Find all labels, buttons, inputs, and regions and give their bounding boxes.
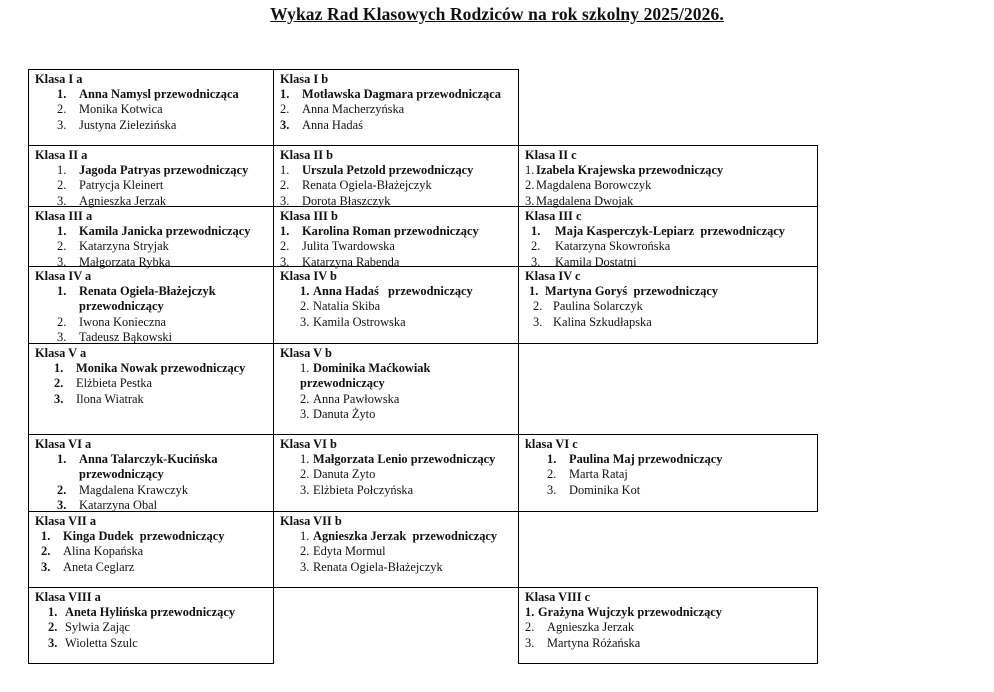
item-number: 1. xyxy=(300,284,310,299)
document-title: Wykaz Rad Klasowych Rodziców na rok szkolny 2025/2026. xyxy=(270,4,724,24)
chairperson-name: Anna Hadaś przewodniczący xyxy=(313,284,473,299)
class-cell-8c xyxy=(518,587,818,664)
item-number: 2. xyxy=(525,620,535,635)
class-cell-6a xyxy=(28,434,274,512)
member-name: Iwona Konieczna xyxy=(79,314,167,329)
member-name: Agnieszka Jerzak xyxy=(79,193,167,208)
member-name: Julita Twardowska xyxy=(302,239,395,254)
member-name: Kalina Szkudłapska xyxy=(553,314,652,329)
empty-cell-8b xyxy=(273,587,519,664)
chairperson-name: Aneta Hylińska przewodniczący xyxy=(65,605,236,620)
item-number: 3. xyxy=(533,314,543,329)
member-name: Katarzyna Rabenda xyxy=(302,254,400,269)
member-name: Elżbieta Połczyńska xyxy=(313,482,414,497)
class-cell-3c xyxy=(518,206,818,267)
item-number: 3. xyxy=(525,635,535,650)
class-heading: Klasa VII b xyxy=(280,514,342,528)
item-number: 3. xyxy=(57,117,67,132)
item-number: 1. xyxy=(280,224,290,239)
item-number: 3. xyxy=(300,314,310,329)
member-name: Monika Kotwica xyxy=(79,102,163,117)
chairperson-name: Monika Nowak przewodniczący xyxy=(76,361,246,376)
item-number: 2. xyxy=(57,314,67,329)
member-name: Sylwia Zając xyxy=(65,620,131,635)
member-name: Alina Kopańska xyxy=(63,544,144,559)
class-heading: Klasa III c xyxy=(525,209,582,223)
class-cell-7b xyxy=(273,511,519,588)
member-name: Edyta Mormul xyxy=(313,544,386,559)
item-number: 2. xyxy=(525,178,535,193)
item-number: 2. xyxy=(300,299,310,314)
member-name: Anna Pawłowska xyxy=(313,391,400,406)
chairperson-name: Anna Talarczyk-Kucińska przewodniczący xyxy=(79,452,218,482)
item-number: 1. xyxy=(280,163,290,178)
chairperson-role: przewodniczący xyxy=(300,376,385,391)
item-number: 1. xyxy=(529,284,539,299)
item-number: 1. xyxy=(41,529,51,544)
member-name: Aneta Ceglarz xyxy=(63,559,135,574)
member-name: Katarzyna Obal xyxy=(79,497,158,512)
chairperson-name: Renata Ogiela-Błażejczyk przewodniczący xyxy=(79,284,216,314)
item-number: 2. xyxy=(300,467,310,482)
member-name: Martyna Różańska xyxy=(547,635,641,650)
item-number: 1. xyxy=(57,224,67,239)
item-number: 1. xyxy=(531,224,541,239)
member-name: Kamila Ostrowska xyxy=(313,314,406,329)
class-cell-3b xyxy=(273,206,519,267)
chairperson-name: Małgorzata Lenio przewodniczący xyxy=(313,452,496,467)
class-heading: Klasa VIII c xyxy=(525,590,591,604)
member-name: Patrycja Kleinert xyxy=(79,178,164,193)
class-heading: Klasa III b xyxy=(280,209,338,223)
chairperson-name: Anna Namysl przewodnicząca xyxy=(79,87,239,102)
item-number: 2. xyxy=(533,299,543,314)
item-number: 1. xyxy=(525,163,535,178)
item-number: 3. xyxy=(300,559,310,574)
item-number: 1. xyxy=(57,452,67,467)
class-cell-5a xyxy=(28,343,274,435)
item-number: 1. xyxy=(547,452,557,467)
chairperson-name: Urszula Petzold przewodniczący xyxy=(302,163,474,178)
class-heading: Klasa V a xyxy=(35,346,87,360)
class-heading: Klasa I a xyxy=(35,72,83,86)
item-number: 1. xyxy=(300,529,310,544)
member-name: Marta Rataj xyxy=(569,467,628,482)
class-heading: Klasa II a xyxy=(35,148,88,162)
member-name: Renata Ogiela-Błażejczyk xyxy=(313,559,443,574)
item-number: 1. xyxy=(280,87,290,102)
class-heading: Klasa V b xyxy=(280,346,332,360)
item-number: 2. xyxy=(280,239,290,254)
item-number: 2. xyxy=(280,178,290,193)
class-cell-7a xyxy=(28,511,274,588)
item-number: 2. xyxy=(57,178,67,193)
item-number: 1. xyxy=(57,284,67,299)
class-heading: Klasa III a xyxy=(35,209,93,223)
chairperson-name: Izabela Krajewska przewodniczący xyxy=(536,163,724,178)
chairperson-name: Dominika Maćkowiak xyxy=(313,361,431,376)
item-number: 3. xyxy=(48,635,58,650)
member-name: Elżbieta Pestka xyxy=(76,376,153,391)
class-heading: Klasa IV a xyxy=(35,269,92,283)
member-name: Kamila Dostatni xyxy=(555,254,637,269)
chairperson-name: Grażyna Wujczyk przewodniczący xyxy=(538,605,723,620)
class-heading: Klasa VIII a xyxy=(35,590,101,604)
member-name: Ilona Wiatrak xyxy=(76,391,144,406)
member-name: Dominika Kot xyxy=(569,482,641,497)
item-number: 3. xyxy=(54,391,64,406)
member-name: Paulina Solarczyk xyxy=(553,299,643,314)
item-number: 2. xyxy=(300,544,310,559)
item-number: 2. xyxy=(57,102,67,117)
item-number: 2. xyxy=(531,239,541,254)
class-heading: klasa VI c xyxy=(525,437,578,451)
class-heading: Klasa II b xyxy=(280,148,334,162)
chairperson-name: Karolina Roman przewodniczący xyxy=(302,224,479,239)
member-name: Tadeusz Bąkowski xyxy=(79,329,173,344)
item-number: 2. xyxy=(547,467,557,482)
item-number: 2. xyxy=(300,391,310,406)
class-cell-6c xyxy=(518,434,818,512)
item-number: 3. xyxy=(57,254,67,269)
item-number: 3. xyxy=(300,482,310,497)
class-cell-3a xyxy=(28,206,274,267)
item-number: 2. xyxy=(48,620,58,635)
class-heading: Klasa IV b xyxy=(280,269,337,283)
item-number: 3. xyxy=(300,406,310,421)
class-heading: Klasa IV c xyxy=(525,269,581,283)
item-number: 2. xyxy=(57,239,67,254)
class-cell-2a xyxy=(28,145,274,207)
class-heading: Klasa II c xyxy=(525,148,577,162)
item-number: 3. xyxy=(280,193,290,208)
class-cell-4b xyxy=(273,266,519,344)
item-number: 3. xyxy=(57,497,67,512)
item-number: 1. xyxy=(300,361,310,376)
item-number: 2. xyxy=(280,102,290,117)
member-name: Agnieszka Jerzak xyxy=(547,620,635,635)
member-name: Katarzyna Skowrońska xyxy=(555,239,671,254)
item-number: 2. xyxy=(57,482,67,497)
chairperson-name: Kinga Dudek przewodniczący xyxy=(63,529,225,544)
item-number: 1. xyxy=(57,87,67,102)
member-name: Wioletta Szulc xyxy=(65,635,138,650)
member-name: Anna Macherzyńska xyxy=(302,102,405,117)
class-heading: Klasa I b xyxy=(280,72,329,86)
member-name: Renata Ogiela-Błażejczyk xyxy=(302,178,432,193)
item-number: 2. xyxy=(41,544,51,559)
class-cell-2b xyxy=(273,145,519,207)
class-cell-4c xyxy=(518,266,818,344)
item-number: 1. xyxy=(57,163,67,178)
member-name: Małgorzata Rybka xyxy=(79,254,171,269)
chairperson-name: Maja Kasperczyk-Lepiarz przewodniczący xyxy=(555,224,785,239)
member-name: Natalia Skiba xyxy=(313,299,381,314)
member-name: Danuta Żyto xyxy=(313,406,376,421)
item-number: 3. xyxy=(41,559,51,574)
class-heading: Klasa VI a xyxy=(35,437,92,451)
item-number: 3. xyxy=(525,193,535,208)
member-name: Magdalena Borowczyk xyxy=(536,178,652,193)
chairperson-name: Martyna Goryś przewodniczący xyxy=(545,284,719,299)
chairperson-name: Paulina Maj przewodniczący xyxy=(569,452,723,467)
chairperson-name: Motławska Dagmara przewodnicząca xyxy=(302,87,501,102)
item-number: 1. xyxy=(54,361,64,376)
class-cell-5b xyxy=(273,343,519,435)
item-number: 3. xyxy=(57,329,67,344)
chairperson-name: Agnieszka Jerzak przewodniczący xyxy=(313,529,498,544)
member-name: Justyna Zielezińska xyxy=(79,117,177,132)
member-name: Anna Hadaś xyxy=(302,117,363,132)
chairperson-name: Kamila Janicka przewodniczący xyxy=(79,224,251,239)
class-cell-8a xyxy=(28,587,274,664)
class-cell-1a xyxy=(28,69,274,146)
member-name: Dorota Błaszczyk xyxy=(302,193,391,208)
item-number: 3. xyxy=(57,193,67,208)
member-name: Katarzyna Stryjak xyxy=(79,239,169,254)
class-cell-2c xyxy=(518,145,818,207)
item-number: 3. xyxy=(280,254,290,269)
member-name: Danuta Zyto xyxy=(313,467,376,482)
class-heading: Klasa VII a xyxy=(35,514,97,528)
item-number: 1. xyxy=(525,605,535,620)
item-number: 3. xyxy=(547,482,557,497)
member-name: Magdalena Krawczyk xyxy=(79,482,189,497)
class-cell-4a xyxy=(28,266,274,344)
item-number: 2. xyxy=(54,376,64,391)
item-number: 3. xyxy=(531,254,541,269)
class-cell-6b xyxy=(273,434,519,512)
item-number: 3. xyxy=(280,117,290,132)
class-heading: Klasa VI b xyxy=(280,437,337,451)
member-name: Magdalena Dwojak xyxy=(536,193,634,208)
item-number: 1. xyxy=(48,605,58,620)
class-cell-1b xyxy=(273,69,519,146)
chairperson-name: Jagoda Patryas przewodniczący xyxy=(79,163,249,178)
item-number: 1. xyxy=(300,452,310,467)
